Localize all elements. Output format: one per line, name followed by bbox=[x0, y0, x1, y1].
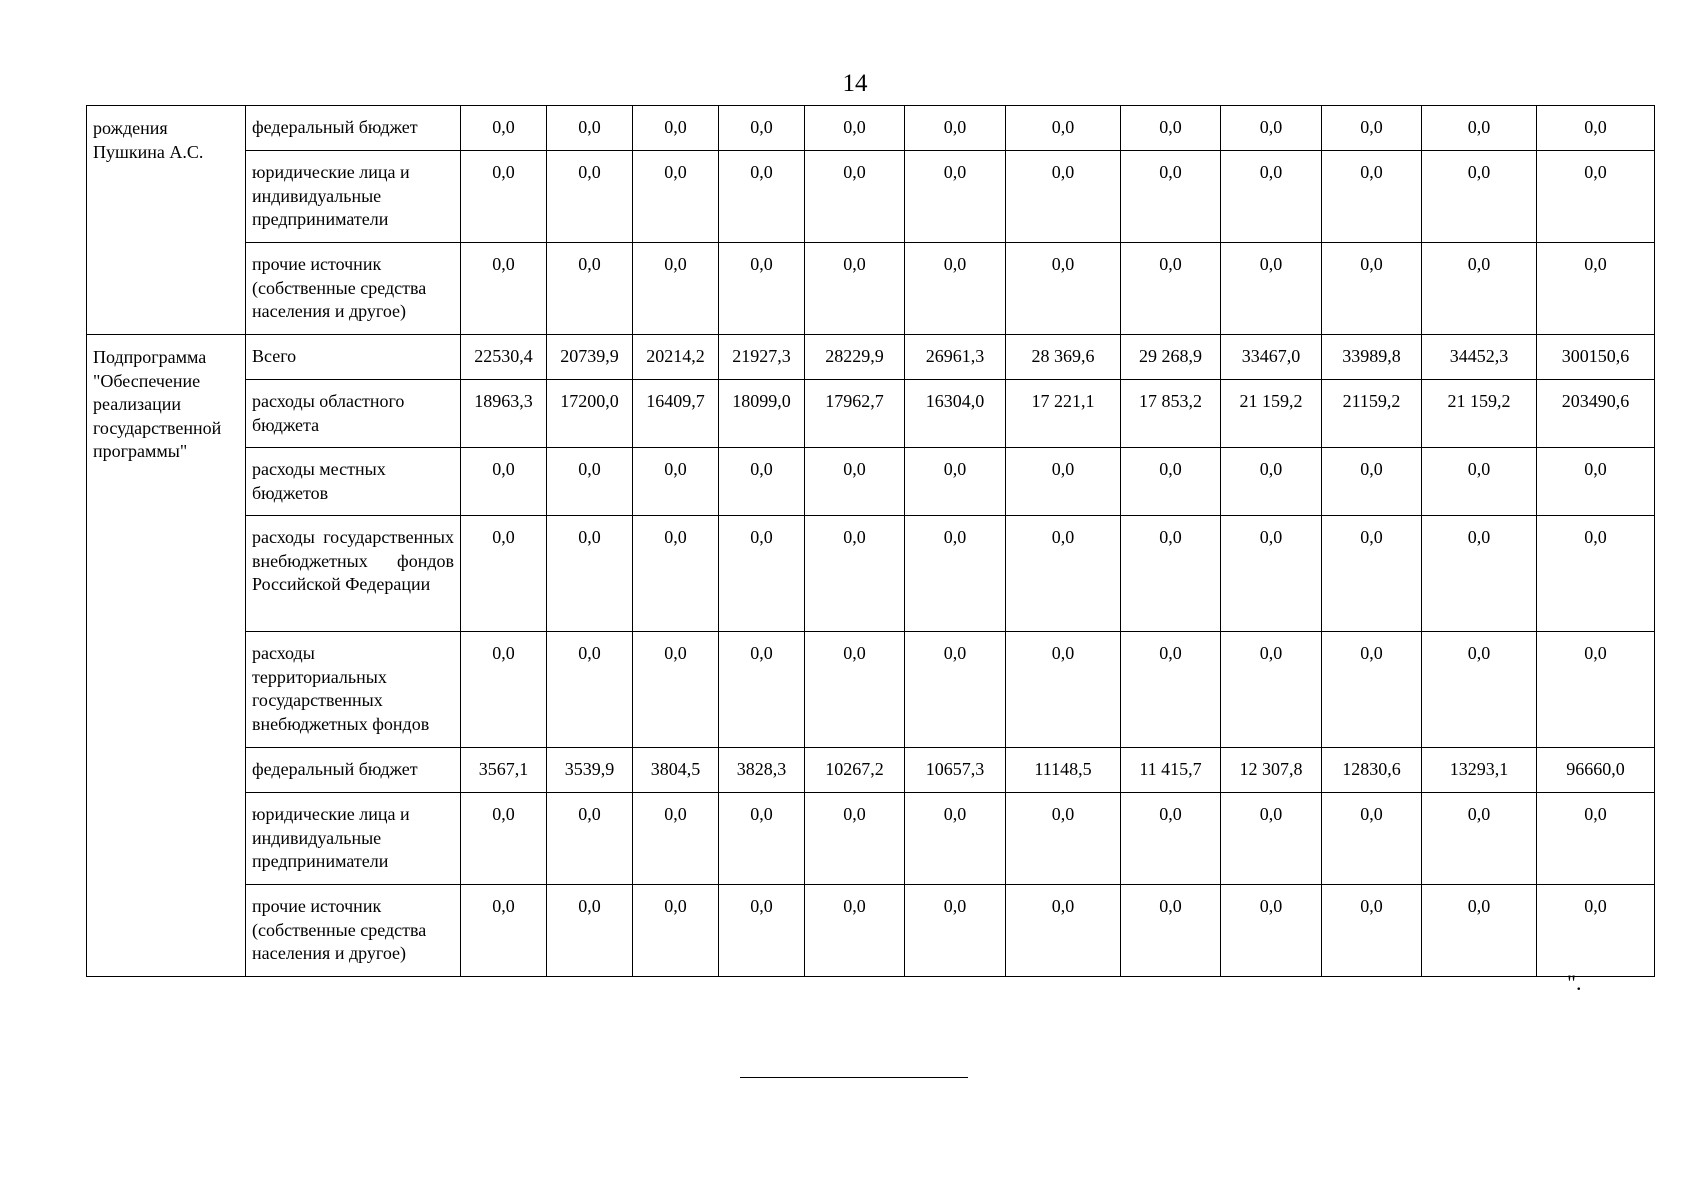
value-cell: 0,0 bbox=[547, 243, 633, 335]
value-cell: 0,0 bbox=[547, 151, 633, 243]
value-cell: 0,0 bbox=[633, 516, 719, 632]
value-cell: 0,0 bbox=[1322, 516, 1422, 632]
value-cell: 3567,1 bbox=[461, 748, 547, 793]
table-row bbox=[87, 106, 1655, 151]
value-cell: 0,0 bbox=[1121, 151, 1221, 243]
value-cell: 0,0 bbox=[633, 243, 719, 335]
value-cell: 0,0 bbox=[805, 106, 905, 151]
value-cell: 0,0 bbox=[1121, 106, 1221, 151]
funding-source-cell: Всего bbox=[246, 335, 461, 380]
table-row bbox=[87, 243, 1655, 335]
value-cell: 17 221,1 bbox=[1006, 380, 1121, 448]
value-cell: 0,0 bbox=[633, 151, 719, 243]
value-cell: 0,0 bbox=[1537, 885, 1655, 977]
value-cell: 16304,0 bbox=[905, 380, 1006, 448]
value-cell: 0,0 bbox=[719, 243, 805, 335]
value-cell: 34452,3 bbox=[1422, 335, 1537, 380]
value-cell: 0,0 bbox=[905, 106, 1006, 151]
value-cell: 0,0 bbox=[805, 632, 905, 748]
value-cell: 21159,2 bbox=[1322, 380, 1422, 448]
funding-source-cell: федеральный бюджет bbox=[246, 748, 461, 793]
value-cell: 0,0 bbox=[547, 793, 633, 885]
funding-source-cell: расходы местных бюджетов bbox=[246, 448, 461, 516]
value-cell: 0,0 bbox=[1121, 516, 1221, 632]
value-cell: 0,0 bbox=[1221, 106, 1322, 151]
value-cell: 0,0 bbox=[1322, 151, 1422, 243]
value-cell: 0,0 bbox=[1322, 632, 1422, 748]
value-cell: 0,0 bbox=[1006, 448, 1121, 516]
value-cell: 33467,0 bbox=[1221, 335, 1322, 380]
value-cell: 0,0 bbox=[1422, 885, 1537, 977]
value-cell: 3539,9 bbox=[547, 748, 633, 793]
value-cell: 0,0 bbox=[719, 106, 805, 151]
value-cell: 18963,3 bbox=[461, 380, 547, 448]
value-cell: 0,0 bbox=[461, 243, 547, 335]
funding-table bbox=[86, 105, 1655, 977]
value-cell: 28229,9 bbox=[805, 335, 905, 380]
funding-source-cell: юридические лица и индивидуальные предприниматели bbox=[246, 793, 461, 885]
funding-source-cell: расходы областного бюджета bbox=[246, 380, 461, 448]
table-row bbox=[87, 793, 1655, 885]
value-cell: 0,0 bbox=[1537, 151, 1655, 243]
value-cell: 0,0 bbox=[805, 516, 905, 632]
program-name-cell: рождения Пушкина А.С. bbox=[87, 106, 246, 335]
value-cell: 0,0 bbox=[905, 885, 1006, 977]
value-cell: 13293,1 bbox=[1422, 748, 1537, 793]
value-cell: 0,0 bbox=[1221, 516, 1322, 632]
value-cell: 0,0 bbox=[1221, 151, 1322, 243]
value-cell: 17962,7 bbox=[805, 380, 905, 448]
value-cell: 0,0 bbox=[1537, 243, 1655, 335]
value-cell: 0,0 bbox=[1537, 793, 1655, 885]
value-cell: 96660,0 bbox=[1537, 748, 1655, 793]
value-cell: 0,0 bbox=[1422, 448, 1537, 516]
value-cell: 0,0 bbox=[461, 106, 547, 151]
value-cell: 20214,2 bbox=[633, 335, 719, 380]
value-cell: 0,0 bbox=[905, 151, 1006, 243]
value-cell: 0,0 bbox=[805, 151, 905, 243]
value-cell: 0,0 bbox=[1006, 243, 1121, 335]
value-cell: 0,0 bbox=[1121, 448, 1221, 516]
value-cell: 0,0 bbox=[1006, 632, 1121, 748]
value-cell: 18099,0 bbox=[719, 380, 805, 448]
value-cell: 0,0 bbox=[1422, 243, 1537, 335]
value-cell: 0,0 bbox=[1006, 793, 1121, 885]
table-row bbox=[87, 151, 1655, 243]
value-cell: 0,0 bbox=[905, 793, 1006, 885]
value-cell: 0,0 bbox=[547, 448, 633, 516]
value-cell: 11148,5 bbox=[1006, 748, 1121, 793]
value-cell: 0,0 bbox=[719, 516, 805, 632]
value-cell: 0,0 bbox=[719, 151, 805, 243]
value-cell: 0,0 bbox=[1121, 793, 1221, 885]
value-cell: 0,0 bbox=[633, 885, 719, 977]
value-cell: 0,0 bbox=[1322, 243, 1422, 335]
value-cell: 0,0 bbox=[461, 448, 547, 516]
value-cell: 10657,3 bbox=[905, 748, 1006, 793]
page-number: 14 bbox=[842, 70, 868, 97]
funding-source-cell: прочие источник (собственные средства населения и другое) bbox=[246, 243, 461, 335]
value-cell: 300150,6 bbox=[1537, 335, 1655, 380]
table-row bbox=[87, 516, 1655, 632]
value-cell: 0,0 bbox=[905, 448, 1006, 516]
value-cell: 0,0 bbox=[1422, 106, 1537, 151]
value-cell: 21 159,2 bbox=[1221, 380, 1322, 448]
value-cell: 0,0 bbox=[547, 885, 633, 977]
table-body bbox=[87, 106, 1655, 977]
value-cell: 16409,7 bbox=[633, 380, 719, 448]
value-cell: 0,0 bbox=[1537, 516, 1655, 632]
value-cell: 0,0 bbox=[805, 885, 905, 977]
value-cell: 0,0 bbox=[461, 793, 547, 885]
value-cell: 21 159,2 bbox=[1422, 380, 1537, 448]
value-cell: 0,0 bbox=[547, 516, 633, 632]
signature-rule bbox=[740, 1077, 968, 1078]
value-cell: 0,0 bbox=[633, 106, 719, 151]
value-cell: 0,0 bbox=[1422, 793, 1537, 885]
value-cell: 203490,6 bbox=[1537, 380, 1655, 448]
value-cell: 0,0 bbox=[719, 632, 805, 748]
table-row bbox=[87, 448, 1655, 516]
value-cell: 0,0 bbox=[1006, 516, 1121, 632]
value-cell: 0,0 bbox=[1537, 632, 1655, 748]
value-cell: 0,0 bbox=[547, 632, 633, 748]
table-row bbox=[87, 748, 1655, 793]
value-cell: 33989,8 bbox=[1322, 335, 1422, 380]
value-cell: 0,0 bbox=[1121, 243, 1221, 335]
value-cell: 0,0 bbox=[461, 151, 547, 243]
value-cell: 0,0 bbox=[805, 243, 905, 335]
value-cell: 17 853,2 bbox=[1121, 380, 1221, 448]
table-row bbox=[87, 632, 1655, 748]
value-cell: 28 369,6 bbox=[1006, 335, 1121, 380]
value-cell: 0,0 bbox=[1221, 793, 1322, 885]
value-cell: 0,0 bbox=[633, 632, 719, 748]
value-cell: 0,0 bbox=[633, 448, 719, 516]
value-cell: 0,0 bbox=[633, 793, 719, 885]
table-row bbox=[87, 335, 1655, 380]
value-cell: 0,0 bbox=[1006, 885, 1121, 977]
value-cell: 0,0 bbox=[547, 106, 633, 151]
value-cell: 0,0 bbox=[1121, 885, 1221, 977]
funding-source-cell: расходы территориальных государственных внебюджетных фондов bbox=[246, 632, 461, 748]
value-cell: 12 307,8 bbox=[1221, 748, 1322, 793]
value-cell: 0,0 bbox=[461, 632, 547, 748]
value-cell: 0,0 bbox=[1422, 516, 1537, 632]
value-cell: 0,0 bbox=[1322, 885, 1422, 977]
value-cell: 0,0 bbox=[1537, 448, 1655, 516]
value-cell: 0,0 bbox=[805, 793, 905, 885]
value-cell: 3828,3 bbox=[719, 748, 805, 793]
value-cell: 0,0 bbox=[1322, 448, 1422, 516]
value-cell: 0,0 bbox=[1121, 632, 1221, 748]
closing-quote: ". bbox=[1567, 970, 1582, 995]
funding-source-cell: юридические лица и индивидуальные предприниматели bbox=[246, 151, 461, 243]
value-cell: 11 415,7 bbox=[1121, 748, 1221, 793]
value-cell: 0,0 bbox=[1221, 885, 1322, 977]
value-cell: 0,0 bbox=[1422, 632, 1537, 748]
value-cell: 3804,5 bbox=[633, 748, 719, 793]
table-row bbox=[87, 380, 1655, 448]
value-cell: 0,0 bbox=[719, 885, 805, 977]
value-cell: 0,0 bbox=[905, 632, 1006, 748]
value-cell: 0,0 bbox=[1006, 151, 1121, 243]
value-cell: 17200,0 bbox=[547, 380, 633, 448]
value-cell: 0,0 bbox=[461, 516, 547, 632]
value-cell: 0,0 bbox=[1422, 151, 1537, 243]
value-cell: 10267,2 bbox=[805, 748, 905, 793]
value-cell: 12830,6 bbox=[1322, 748, 1422, 793]
value-cell: 21927,3 bbox=[719, 335, 805, 380]
value-cell: 0,0 bbox=[905, 243, 1006, 335]
value-cell: 0,0 bbox=[719, 793, 805, 885]
value-cell: 0,0 bbox=[719, 448, 805, 516]
value-cell: 22530,4 bbox=[461, 335, 547, 380]
value-cell: 0,0 bbox=[1221, 448, 1322, 516]
funding-source-cell: расходы государственных внебюджетных фондов Российской Федерации bbox=[246, 516, 461, 632]
funding-source-cell: прочие источник (собственные средства населения и другое) bbox=[246, 885, 461, 977]
value-cell: 0,0 bbox=[1221, 243, 1322, 335]
value-cell: 0,0 bbox=[1006, 106, 1121, 151]
value-cell: 0,0 bbox=[1221, 632, 1322, 748]
value-cell: 0,0 bbox=[905, 516, 1006, 632]
value-cell: 0,0 bbox=[805, 448, 905, 516]
value-cell: 0,0 bbox=[1322, 793, 1422, 885]
value-cell: 0,0 bbox=[461, 885, 547, 977]
value-cell: 29 268,9 bbox=[1121, 335, 1221, 380]
program-name-cell: Подпрограмма "Обеспечение реализации государственной программы" bbox=[87, 335, 246, 977]
value-cell: 0,0 bbox=[1537, 106, 1655, 151]
value-cell: 20739,9 bbox=[547, 335, 633, 380]
funding-source-cell: федеральный бюджет bbox=[246, 106, 461, 151]
value-cell: 26961,3 bbox=[905, 335, 1006, 380]
value-cell: 0,0 bbox=[1322, 106, 1422, 151]
table-row bbox=[87, 885, 1655, 977]
